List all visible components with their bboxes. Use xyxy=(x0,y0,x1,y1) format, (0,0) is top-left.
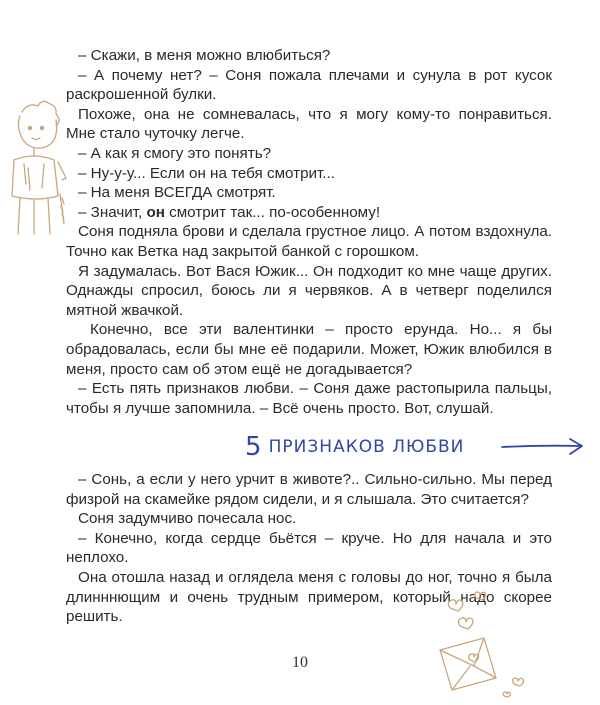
paragraph: Я задумалась. Вот Вася Южик... Он подходит ко мне чаще других. Однажды спросил, боюсь ли я червяков. А в четверг поделился мятной жвачкой. xyxy=(66,262,552,319)
paragraph-with-bold xyxy=(66,203,552,223)
text-top xyxy=(66,46,552,418)
line-part: – Значит, xyxy=(78,203,147,221)
paragraph: – Скажи, в меня можно влюбиться? xyxy=(78,47,331,64)
section-heading xyxy=(245,432,464,462)
arrow-right-icon xyxy=(500,435,586,457)
paragraph: Она отошла назад и оглядела меня с головы до ног, точно я была длинннющим и очень трудным примером, который надо скорее решить. xyxy=(66,568,552,626)
paragraph: – На меня ВСЕГДА смотрят. xyxy=(78,184,276,202)
heading-text: ПРИЗНАКОВ ЛЮБВИ xyxy=(268,437,465,457)
paragraph: Соня задумчиво почесала нос. xyxy=(78,510,297,528)
paragraph: Похоже, она не сомневалась, что я могу кому-то понравиться. Мне стало чуточку легче. xyxy=(66,105,552,143)
paragraph: – Конечно, когда сердце бьётся – круче. Но для начала и это неплохо. xyxy=(66,529,552,567)
paragraph: – А как я смогу это понять? xyxy=(78,144,272,162)
envelope-hearts-illustration xyxy=(430,590,540,700)
paragraph: – Есть пять признаков любви. – Соня даже растопырила пальцы, чтобы я лучше запомнила. – Всё очень просто. Вот, слушай. xyxy=(66,380,552,417)
paragraph: – Сонь, а если у него урчит в животе?.. Сильно-сильно. Мы перед физрой на скамейке рядом сидели, и я слышала. Это считается? xyxy=(66,471,552,508)
page-number: 10 xyxy=(292,654,308,671)
line-part: смотрит так... по-особенному! xyxy=(164,203,381,221)
paragraph: Конечно, все эти валентинки – просто ерунда. Но... я бы обрадовалась, если бы мне её подарили. Может, Южик влюбился в меня, просто сам об этом ещё не догадывается? xyxy=(66,321,552,378)
paragraph: – Ну-у-у... Если он на тебя смотрит... xyxy=(78,164,335,182)
paragraph: – А почему нет? – Соня пожала плечами и сунула в рот кусок раскрошенной булки. xyxy=(66,66,552,104)
bold-word: он xyxy=(146,203,165,221)
paragraph: Соня подняла брови и сделала грустное лицо. А потом вздохнула. Точно как Ветка над закрытой банкой с горошком. xyxy=(66,223,552,260)
heading-number: 5 xyxy=(245,432,263,462)
boy-illustration xyxy=(0,98,72,238)
